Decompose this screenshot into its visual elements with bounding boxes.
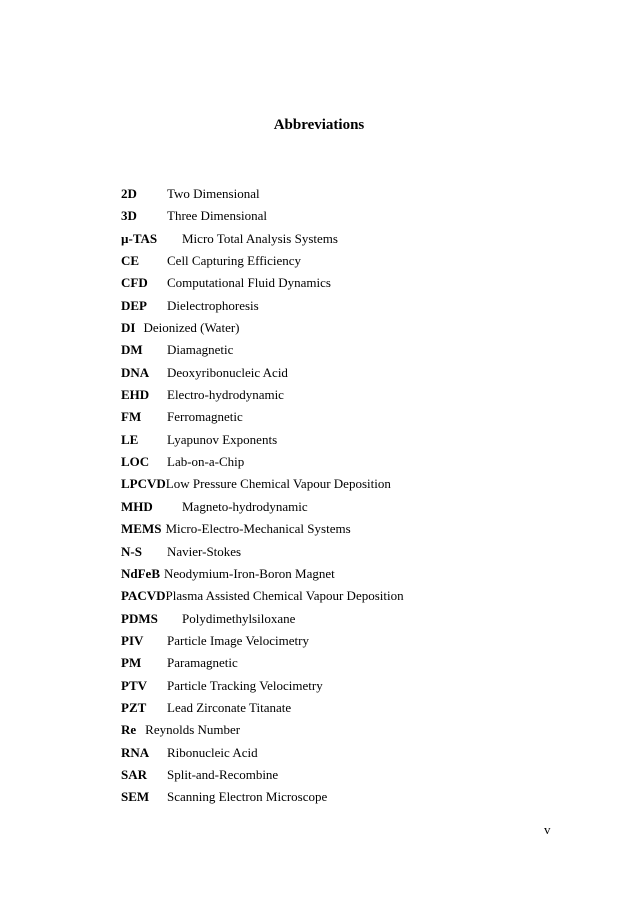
abbreviation-row: [121, 250, 404, 272]
abbreviation-definition: Paramagnetic: [167, 655, 238, 671]
abbreviation-term: MEMS: [121, 521, 162, 537]
abbreviation-term: CFD: [121, 275, 148, 291]
abbreviation-row: [121, 764, 404, 786]
abbreviation-term: EHD: [121, 387, 150, 403]
abbreviation-term: 3D: [121, 208, 137, 224]
abbreviation-row: [121, 742, 404, 764]
abbreviation-row: [121, 429, 404, 451]
abbreviation-term: N-S: [121, 543, 142, 559]
abbreviation-definition: Lead Zirconate Titanate: [167, 699, 292, 715]
abbreviation-definition: Cell Capturing Efficiency: [167, 253, 302, 269]
abbreviation-definition: Electro-hydrodynamic: [167, 387, 284, 403]
abbreviation-row: [121, 406, 404, 428]
abbreviation-row: [121, 697, 404, 719]
abbreviation-term: 2D: [121, 186, 137, 201]
abbreviation-definition: Low Pressure Chemical Vapour Deposition: [165, 476, 391, 492]
abbreviation-definition: Particle Tracking Velocimetry: [167, 677, 323, 693]
abbreviation-row: [121, 518, 404, 540]
abbreviation-definition: Deionized (Water): [143, 320, 240, 336]
abbreviation-term: SEM: [121, 789, 150, 805]
abbreviation-term: LPCVD: [121, 476, 166, 492]
abbreviation-row: [121, 339, 404, 361]
abbreviation-definition: Two Dimensional: [167, 186, 260, 201]
abbreviation-term: PZT: [121, 699, 147, 715]
abbreviation-row: [121, 541, 404, 563]
abbreviation-row: [121, 451, 404, 473]
abbreviation-definition: Diamagnetic: [167, 342, 234, 358]
abbreviation-row: [121, 228, 404, 250]
abbreviation-definition: Micro-Electro-Mechanical Systems: [165, 521, 351, 537]
abbreviation-row: [121, 786, 404, 808]
abbreviation-term: DNA: [121, 364, 150, 380]
abbreviation-definition: Particle Image Velocimetry: [167, 632, 309, 648]
abbreviation-definition: Micro Total Analysis Systems: [182, 230, 338, 246]
abbreviation-row: [121, 630, 404, 652]
abbreviation-row: [121, 473, 404, 495]
abbreviation-definition: Ferromagnetic: [167, 409, 243, 425]
abbreviation-list: [121, 183, 404, 809]
abbreviation-term: µ-TAS: [121, 230, 158, 246]
abbreviation-row: [121, 183, 404, 205]
abbreviation-term: LE: [121, 431, 139, 447]
abbreviation-term: NdFeB: [121, 565, 160, 581]
abbreviation-row: [121, 317, 404, 339]
abbreviation-definition: Lab-on-a-Chip: [167, 454, 245, 470]
abbreviation-term: CE: [121, 253, 140, 269]
abbreviation-definition: Scanning Electron Microscope: [167, 789, 328, 805]
page-number: v: [544, 822, 551, 837]
abbreviation-term: DEP: [121, 297, 147, 313]
abbreviation-term: PIV: [121, 632, 144, 648]
abbreviation-row: [121, 608, 404, 630]
abbreviation-term: DM: [121, 342, 143, 358]
abbreviation-row: [121, 585, 404, 607]
abbreviation-row: [121, 675, 404, 697]
abbreviation-row: [121, 563, 404, 585]
abbreviation-row: [121, 384, 404, 406]
abbreviation-row: [121, 362, 404, 384]
abbreviation-row: [121, 496, 404, 518]
abbreviation-row: [121, 272, 404, 294]
abbreviation-definition: Ribonucleic Acid: [167, 744, 258, 760]
abbreviation-term: DI: [121, 320, 136, 336]
abbreviation-definition: Reynolds Number: [145, 722, 241, 738]
abbreviation-term: PDMS: [121, 610, 158, 626]
page-title: Abbreviations: [273, 117, 365, 133]
abbreviation-row: [121, 652, 404, 674]
abbreviation-term: PTV: [121, 677, 147, 693]
abbreviation-definition: Neodymium-Iron-Boron Magnet: [164, 565, 335, 581]
abbreviation-definition: Dielectrophoresis: [167, 297, 259, 313]
abbreviation-definition: Three Dimensional: [167, 208, 267, 224]
abbreviation-definition: Polydimethylsiloxane: [182, 610, 296, 626]
abbreviation-row: [121, 295, 404, 317]
abbreviation-definition: Navier-Stokes: [167, 543, 242, 559]
abbreviation-definition: Deoxyribonucleic Acid: [167, 364, 288, 380]
abbreviation-term: PM: [121, 655, 142, 671]
abbreviation-definition: Split-and-Recombine: [167, 766, 279, 782]
abbreviation-definition: Computational Fluid Dynamics: [167, 275, 331, 291]
abbreviation-term: MHD: [121, 498, 153, 514]
abbreviation-term: SAR: [121, 766, 148, 782]
abbreviation-definition: Magneto-hydrodynamic: [182, 498, 308, 514]
abbreviation-term: RNA: [121, 744, 150, 760]
abbreviation-definition: Lyapunov Exponents: [167, 431, 278, 447]
abbreviation-term: FM: [121, 409, 142, 425]
abbreviation-term: LOC: [121, 454, 150, 470]
abbreviation-row: [121, 719, 404, 741]
abbreviation-term: Re: [121, 722, 137, 738]
abbreviation-row: [121, 205, 404, 227]
abbreviation-definition: Plasma Assisted Chemical Vapour Deposition: [165, 588, 404, 604]
abbreviation-term: PACVD: [121, 588, 166, 604]
